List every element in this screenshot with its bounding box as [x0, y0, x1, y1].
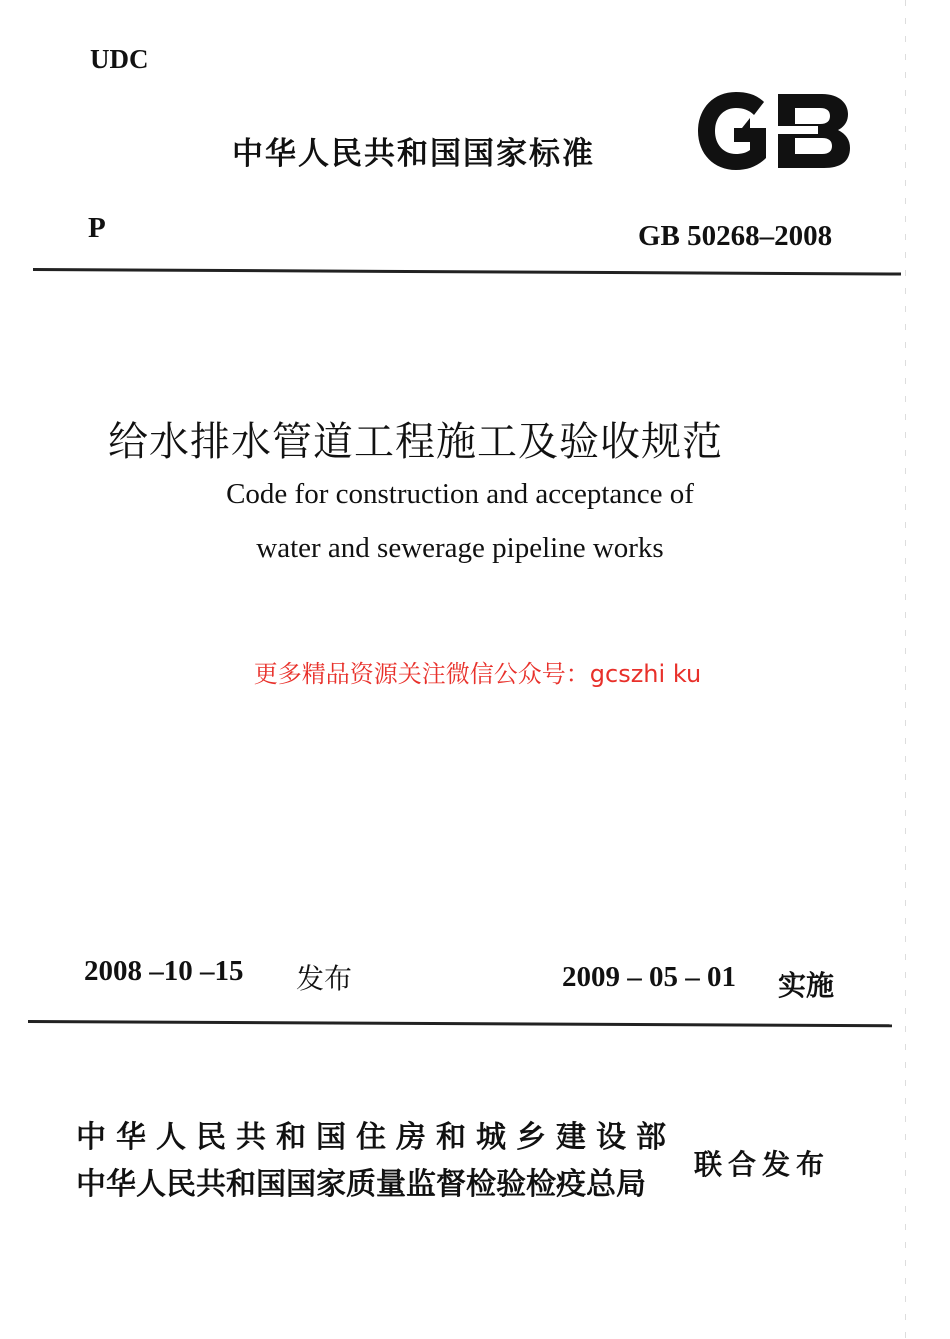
issue-label: 发布: [296, 962, 353, 995]
implementation-label: 实施: [778, 969, 835, 1002]
implementation-date: 2009 – 05 – 01: [562, 961, 736, 993]
title-english-line1: Code for construction and acceptance of: [226, 478, 694, 510]
joint-issue-label: 联合发布: [694, 1148, 831, 1181]
gb-logo-icon: [694, 88, 854, 174]
issuer-ministry: 中华人民共和国住房和城乡建设部: [76, 1120, 676, 1155]
standard-type: 中华人民共和国国家标准: [232, 136, 595, 172]
watermark-text: 更多精品资源关注微信公众号：gcszhi ku: [253, 660, 702, 688]
issuer-aqsiq: 中华人民共和国国家质量监督检验检疫总局: [76, 1167, 646, 1202]
issue-date: 2008 –10 –15: [84, 955, 244, 987]
standard-number: GB 50268–2008: [638, 220, 833, 252]
udc-label: UDC: [90, 44, 149, 74]
title-chinese: 给水排水管道工程施工及验收规范: [108, 419, 723, 465]
title-english-line2: water and sewerage pipeline works: [256, 532, 664, 564]
top-divider: [33, 268, 901, 276]
bottom-divider: [28, 1020, 892, 1027]
classification-code: P: [88, 212, 106, 244]
